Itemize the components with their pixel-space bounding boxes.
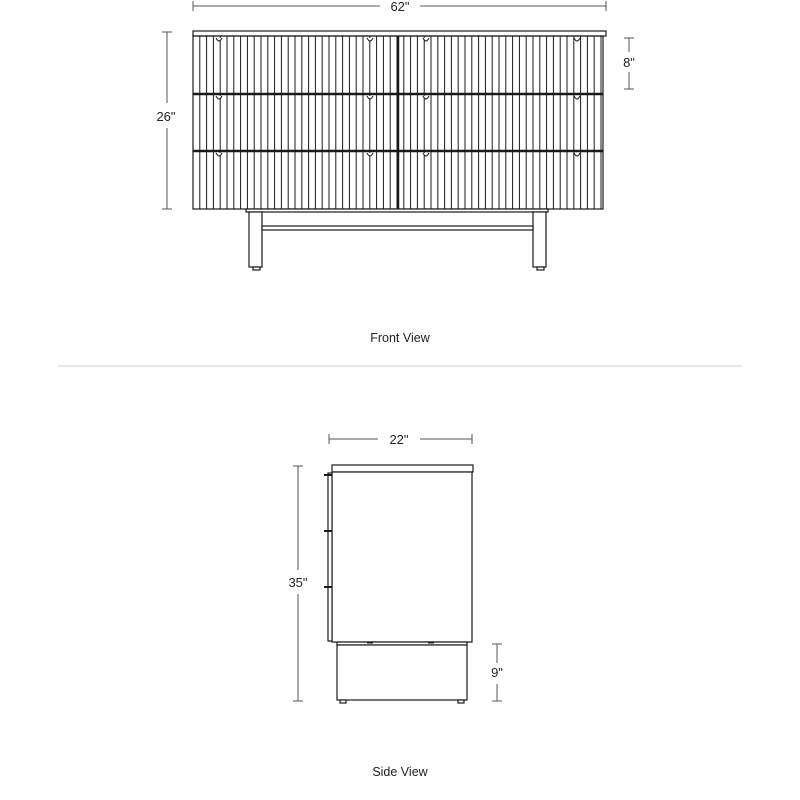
drawer-pull <box>367 153 373 156</box>
side-foot-back <box>458 700 464 703</box>
side-height-label: 35" <box>288 575 308 590</box>
side-drawer-fronts <box>328 473 332 641</box>
dresser-front <box>193 31 606 209</box>
front-right-leg <box>533 212 546 267</box>
side-foot-front <box>340 700 346 703</box>
leg-stretcher <box>262 226 533 230</box>
front-width-label: 62" <box>390 0 410 14</box>
drawer-height-label: 8" <box>623 55 635 70</box>
side-view <box>288 432 503 779</box>
dresser-top <box>193 31 606 36</box>
drawer-pull <box>574 153 580 156</box>
front-left-leg <box>249 212 262 267</box>
drawer-pull <box>216 153 222 156</box>
drawer-pull <box>574 38 580 41</box>
side-leg-frame <box>337 645 467 700</box>
side-leg-label: 9" <box>491 665 503 680</box>
dresser-side <box>324 465 473 703</box>
drawer-pull <box>367 96 373 99</box>
fluted-drawer-fronts <box>200 36 601 209</box>
drawer-pull <box>216 38 222 41</box>
left-foot <box>253 267 260 270</box>
side-case <box>332 472 472 642</box>
drawer-pull <box>367 38 373 41</box>
drawer-pull <box>216 96 222 99</box>
right-foot <box>537 267 544 270</box>
front-height-label: 26" <box>156 109 176 124</box>
side-top <box>332 465 473 472</box>
side-view-caption: Side View <box>372 765 428 779</box>
front-view-caption: Front View <box>370 331 430 345</box>
front-view <box>156 0 635 345</box>
dresser-base <box>246 209 548 270</box>
side-depth-label: 22" <box>389 432 409 447</box>
drawer-pull <box>574 96 580 99</box>
base-apron <box>246 209 548 212</box>
